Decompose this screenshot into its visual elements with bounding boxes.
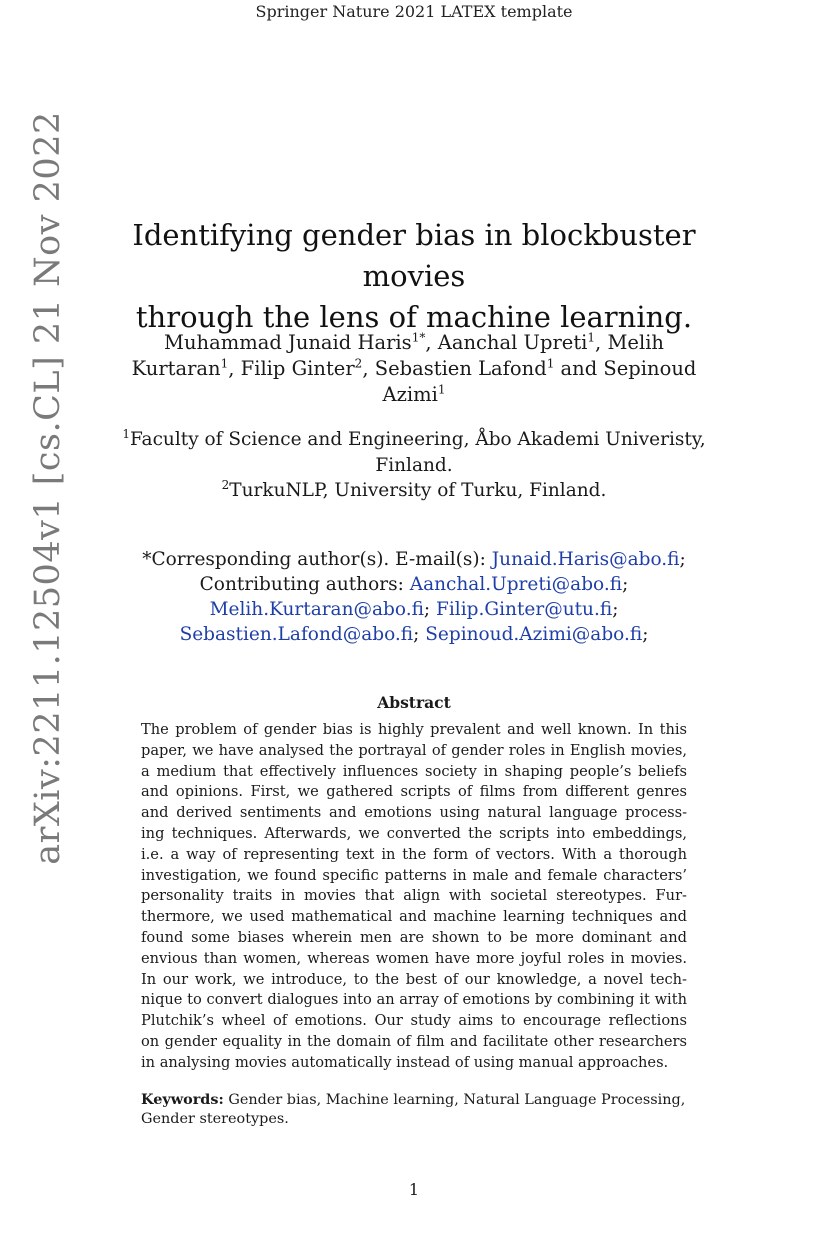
abstract-line: nique to convert dialogues into an array of emotions by combining it with [141,991,687,1009]
email-link[interactable]: Junaid.Haris@abo.fi [491,549,680,570]
affiliation-marker: 1 [437,382,446,397]
abstract-line: personality traits in movies that align with societal stereotypes. Fur- [141,887,687,905]
author-name: Sebastien Lafond [374,357,547,380]
abstract-line: a medium that effectively influences society in shaping people’s beliefs [141,762,687,780]
abstract-line: found some biases wherein men are shown to be more dominant and [141,928,687,946]
abstract-line: in analysing movies automatically instead of using manual approaches. [141,1053,669,1071]
abstract-line: paper, we have analysed the portrayal of gender roles in English movies, [141,741,687,759]
affiliation-1-country: Finland. [375,454,453,476]
affiliation-marker: 2 [221,477,230,492]
abstract-line: i.e. a way of representing text in the form of vectors. With a thorough [141,845,687,863]
arxiv-identifier[interactable]: arXiv:2211.12504v1 [cs.CL] 21 Nov 2022 [28,111,68,865]
abstract-line: Plutchik’s wheel of emotions. Our study aims to encourage reflections [141,1012,687,1030]
title-line-1: Identifying gender bias in blockbuster movies [132,218,696,293]
affiliation-marker: 1 [220,356,229,371]
email-link[interactable]: Aanchal.Upreti@abo.fi [409,574,623,595]
paper-title [100,215,728,338]
affiliation-marker: 1 [122,426,130,441]
page-number: 1 [408,1180,420,1199]
abstract-line: and derived sentiments and emotions using natural language process- [141,804,687,822]
email-link[interactable]: Sepinoud.Azimi@abo.fi [425,624,643,645]
affiliation-1: $^1$Faculty of Science and Engineering, Åbo Akademi Univeristy, [122,426,706,450]
author-name: Muhammad Junaid Haris [164,331,412,354]
abstract-line: ing techniques. Afterwards, we converted the scripts into embeddings, [141,824,687,842]
abstract-line: on gender equality in the domain of film and facilitate other researchers [141,1032,687,1050]
email-link[interactable]: Sebastien.Lafond@abo.fi [179,624,414,645]
affiliations [110,427,718,504]
keywords-block [141,1090,687,1129]
keywords-list-continued: Gender stereotypes. [141,1111,289,1127]
abstract-line: envious than women, whereas women have more joyful roles in movies. [141,949,687,967]
affiliation-marker: 1 [546,356,555,371]
author-name: Melih Kurtaran [131,331,664,380]
contributing-label: Contributing authors: [199,574,404,595]
abstract-line: The problem of gender bias is highly prevalent and well known. In this [141,721,687,738]
email-link[interactable]: Melih.Kurtaran@abo.fi [209,599,424,620]
abstract-line: thermore, we used mathematical and machine learning techniques and [141,908,687,926]
corresponding-label: *Corresponding author(s). E-mail(s): [142,549,486,570]
author-list: Muhammad Junaid Haris$^{1*}$, Aanchal Upreti$^1$, Melih Kurtaran$^1$, Filip Ginter$^2$, Sebastien Lafond$^1$ and Sepinoud Azimi$^1$ [131,330,697,406]
author-conjunction: and [560,357,598,380]
abstract-line: and opinions. First, we gathered scripts of films from different genres [141,783,687,801]
abstract-body [141,720,687,1074]
author-name: Filip Ginter [240,357,355,380]
affiliation-marker: 2 [354,356,363,371]
keywords-label: Keywords: [141,1091,224,1108]
affiliation-marker: 1* [411,330,426,345]
abstract-line: In our work, we introduce, to the best of our knowledge, a novel tech- [141,970,687,988]
email-link[interactable]: Filip.Ginter@utu.fi [436,599,613,620]
abstract-heading: Abstract [377,693,451,712]
author-name: Aanchal Upreti [437,331,588,354]
correspondence-block: *Corresponding author(s). E-mail(s): Junaid.Haris@abo.fi; Contributing authors: Aanchal.Upreti@abo.fi; Melih.Kurtaran@abo.fi; Filip.Ginter@utu.fi; Sebastien.Lafond@abo.fi; Sepinoud.Azimi@abo.fi; [142,549,686,645]
abstract-line: investigation, we found specific patterns in male and female characters’ [141,866,687,884]
title-line-2: through the lens of machine learning. [135,300,693,334]
keywords-list: Gender bias, Machine learning, Natural Language Processing, [228,1092,686,1108]
affiliation-marker: 1 [587,330,596,345]
author-name: Sepinoud Azimi [382,357,697,406]
affiliation-2: $^2$TurkuNLP, University of Turku, Finland. [221,477,607,501]
running-header: Springer Nature 2021 LATEX template [255,2,573,21]
